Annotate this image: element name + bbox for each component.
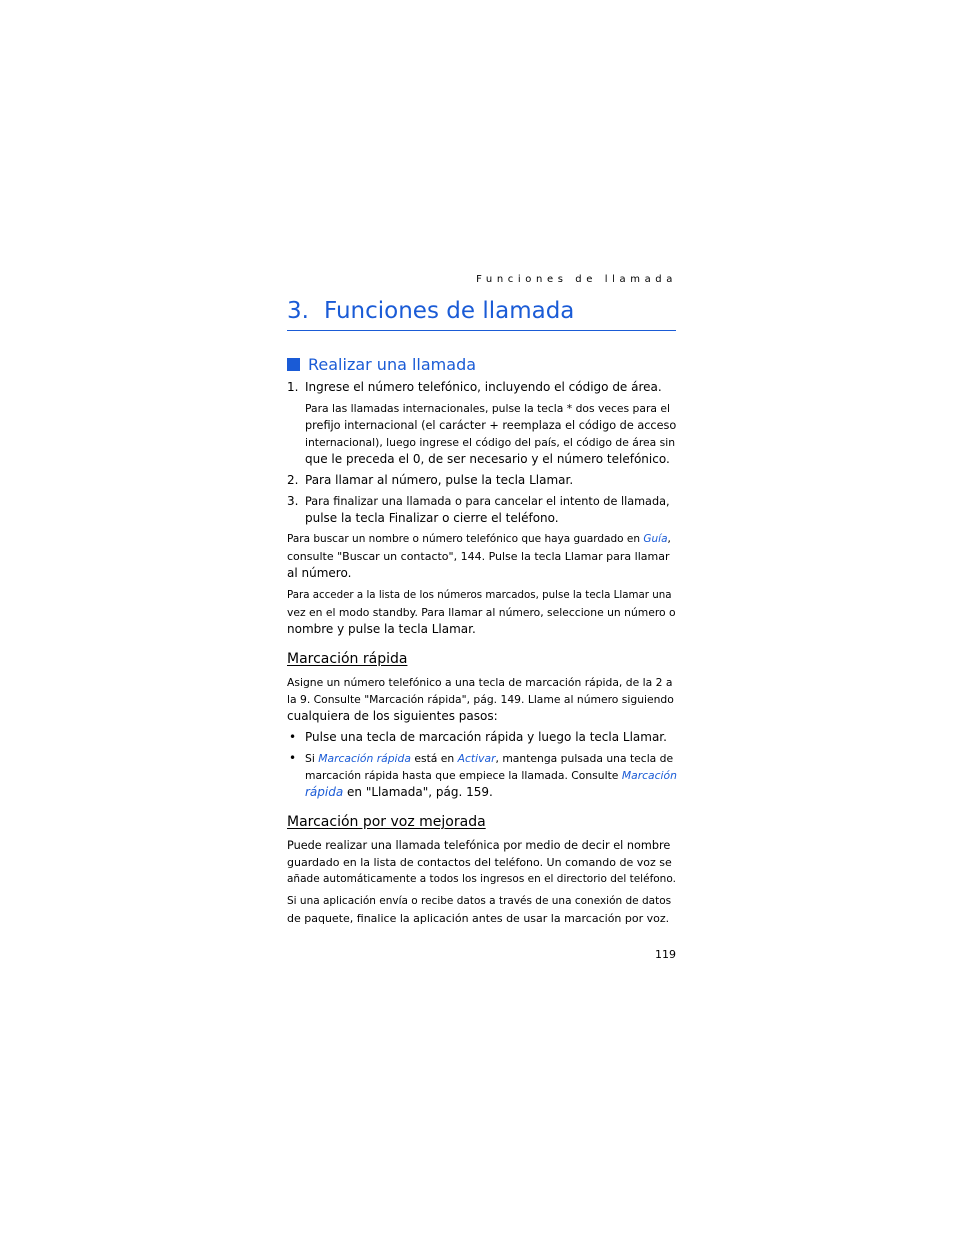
- step-3-line-2: pulse la tecla Finalizar o cierre el teléfono.: [305, 511, 559, 525]
- marcacion-rapida-link[interactable]: Marcación rápida: [318, 752, 411, 765]
- voice-dial-para-2-line-1: Si una aplicación envía o recibe datos a través de una conexión de datos: [287, 895, 672, 907]
- step-1-text: Ingrese el número telefónico, incluyendo el código de área.: [305, 380, 662, 394]
- speed-dial-heading: Marcación rápida: [287, 651, 408, 667]
- step-3-line-1: Para finalizar una llamada o para cancelar el intento de llamada,: [305, 495, 670, 508]
- chapter-number: 3.: [287, 298, 309, 324]
- speed-dial-bullet-1: Pulse una tecla de marcación rápida y luego la tecla Llamar.: [305, 730, 667, 744]
- bullet-2-line-2-text: marcación rápida hasta que empiece la llamada. Consulte: [305, 769, 622, 782]
- dialed-paragraph-line-3: nombre y pulse la tecla Llamar.: [287, 622, 476, 636]
- speed-dial-bullet-2-line-1: [305, 750, 673, 767]
- activar-link[interactable]: Activar: [457, 752, 496, 765]
- dialed-paragraph-line-2: vez en el modo standby. Para llamar al número, seleccione un número o: [287, 606, 676, 619]
- voice-dial-para-2-line-2: de paquete, finalice la aplicación antes de usar la marcación por voz.: [287, 912, 670, 925]
- bullet-icon: •: [289, 730, 297, 744]
- speed-dial-intro-line-3: cualquiera de los siguientes pasos:: [287, 709, 498, 723]
- search-paragraph-line-3: al número.: [287, 566, 352, 580]
- bullet-2-text-mid: está en: [410, 752, 458, 765]
- search-paragraph-line-1: [287, 531, 671, 548]
- bullet-icon: •: [289, 751, 297, 765]
- rapida-link[interactable]: rápida: [305, 785, 344, 799]
- section-heading: [287, 354, 476, 376]
- voice-dial-para-1-line-1: Puede realizar una llamada telefónica por medio de decir el nombre: [287, 839, 671, 852]
- running-header: Funciones de llamada: [476, 274, 677, 285]
- search-text: Para buscar un nombre o número telefónico que haya guardado en: [287, 533, 644, 545]
- search-paragraph-line-2: consulte "Buscar un contacto", 144. Pulse la tecla Llamar para llamar: [287, 550, 670, 563]
- voice-dial-para-1-line-3: añade automáticamente a todos los ingresos en el directorio del teléfono.: [287, 873, 676, 885]
- step-1-detail-line-4: que le preceda el 0, de ser necesario y el número telefónico.: [305, 452, 670, 466]
- voice-dial-para-1-line-2: guardado en la lista de contactos del teléfono. Un comando de voz se: [287, 856, 672, 869]
- search-text-comma: ,: [667, 533, 671, 545]
- step-1-detail-line-1: Para las llamadas internacionales, pulse la tecla * dos veces para el: [305, 402, 670, 415]
- guia-link[interactable]: Guía: [643, 533, 668, 545]
- bullet-2-text: Si: [305, 752, 319, 765]
- step-number-3: 3.: [287, 494, 299, 508]
- voice-dial-heading: Marcación por voz mejorada: [287, 814, 486, 830]
- page-number: 119: [655, 948, 676, 961]
- speed-dial-bullet-2-line-2: [305, 767, 677, 784]
- chapter-title: [287, 296, 676, 331]
- step-1-detail-line-3: internacional), luego ingrese el código del país, el código de área sin: [305, 436, 676, 449]
- step-2-text: Para llamar al número, pulse la tecla Llamar.: [305, 473, 574, 487]
- speed-dial-intro-line-1: Asigne un número telefónico a una tecla de marcación rápida, de la 2 a: [287, 676, 673, 689]
- step-1-detail-line-2: prefijo internacional (el carácter + reemplaza el código de acceso: [305, 419, 677, 432]
- bullet-2-text-post: , mantenga pulsada una tecla de: [495, 752, 674, 765]
- step-number-1: 1.: [287, 380, 299, 394]
- section-square-icon: [287, 358, 300, 371]
- marcacion-link[interactable]: Marcación: [621, 769, 677, 782]
- dialed-paragraph-line-1: Para acceder a la lista de los números marcados, pulse la tecla Llamar una: [287, 589, 672, 601]
- chapter-title-text: Funciones de llamada: [324, 298, 575, 324]
- speed-dial-intro-line-2: la 9. Consulte "Marcación rápida", pág. 149. Llame al número siguiendo: [287, 693, 674, 706]
- step-number-2: 2.: [287, 473, 299, 487]
- section-heading-text: Realizar una llamada: [308, 355, 477, 374]
- bullet-2-line-3-text: en "Llamada", pág. 159.: [343, 785, 493, 799]
- speed-dial-bullet-2-line-3: [305, 784, 493, 801]
